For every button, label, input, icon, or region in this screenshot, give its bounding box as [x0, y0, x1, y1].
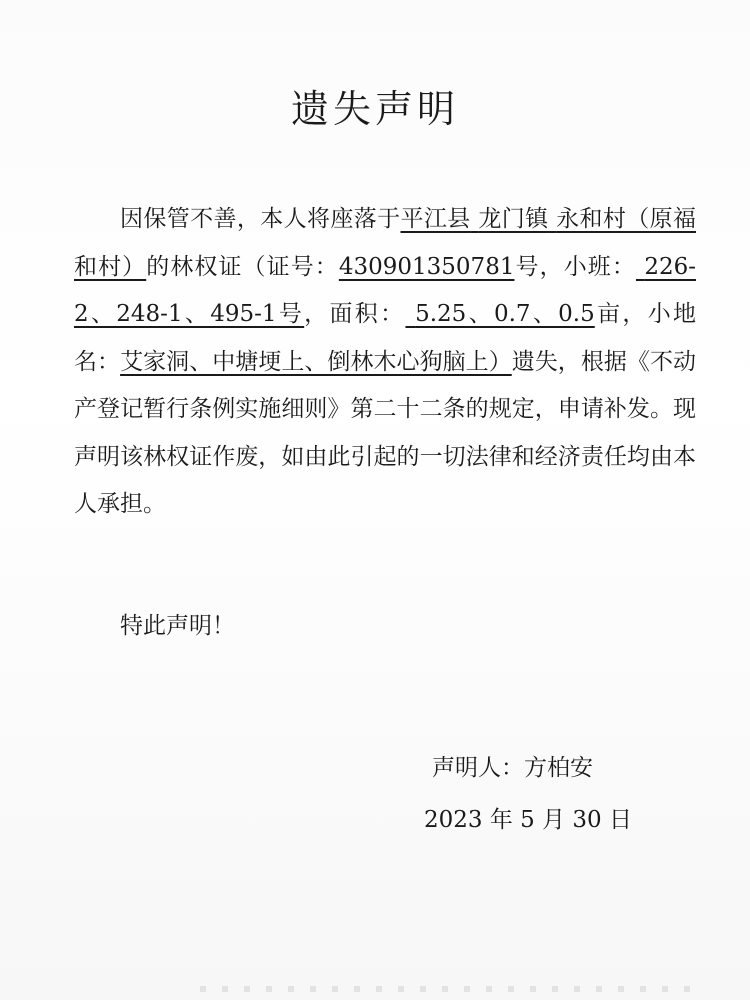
area-values: 5.25、0.7、0.5 — [415, 301, 595, 327]
subplot-numbers: 226-2、248-1、495-1号 — [74, 253, 696, 327]
location-village: 永和村（原福和村） — [74, 206, 696, 280]
location-town: 龙门镇 — [478, 206, 549, 232]
paragraph-text-5: 亩，小地名： — [74, 301, 697, 375]
paragraph-text-6: 遗失，根据《不动产登记暂行条例实施细则》第二十二条的规定，申请补发。现声明该林权证作废，如由此引起的一切法律和经济责任均由本人承担。 — [74, 348, 697, 517]
place-names: 艾家洞、中塘埂上、倒林木心狗脑上） — [120, 348, 512, 375]
declaration-paragraph — [74, 196, 696, 529]
signer-line — [432, 748, 593, 788]
document-title: 遗失声明 — [290, 87, 459, 131]
location-county: 平江县 — [400, 206, 471, 232]
paragraph-text-2: 的林权证（证号： — [146, 253, 339, 280]
certificate-number: 430901350781 — [338, 253, 515, 280]
document-date: 2023 年 5 月 30 日 — [424, 807, 632, 833]
paragraph-text-3: 号，小班： — [514, 253, 636, 280]
closing-statement: 特此声明！ — [120, 613, 235, 639]
signer-name: 方柏安 — [524, 755, 593, 781]
paragraph-text-4: ，面积： — [304, 301, 406, 327]
scan-edge-artifact — [200, 986, 700, 992]
paragraph-text-1: 因保管不善，本人将座落于 — [120, 206, 401, 232]
signer-label: 声明人： — [432, 755, 524, 781]
